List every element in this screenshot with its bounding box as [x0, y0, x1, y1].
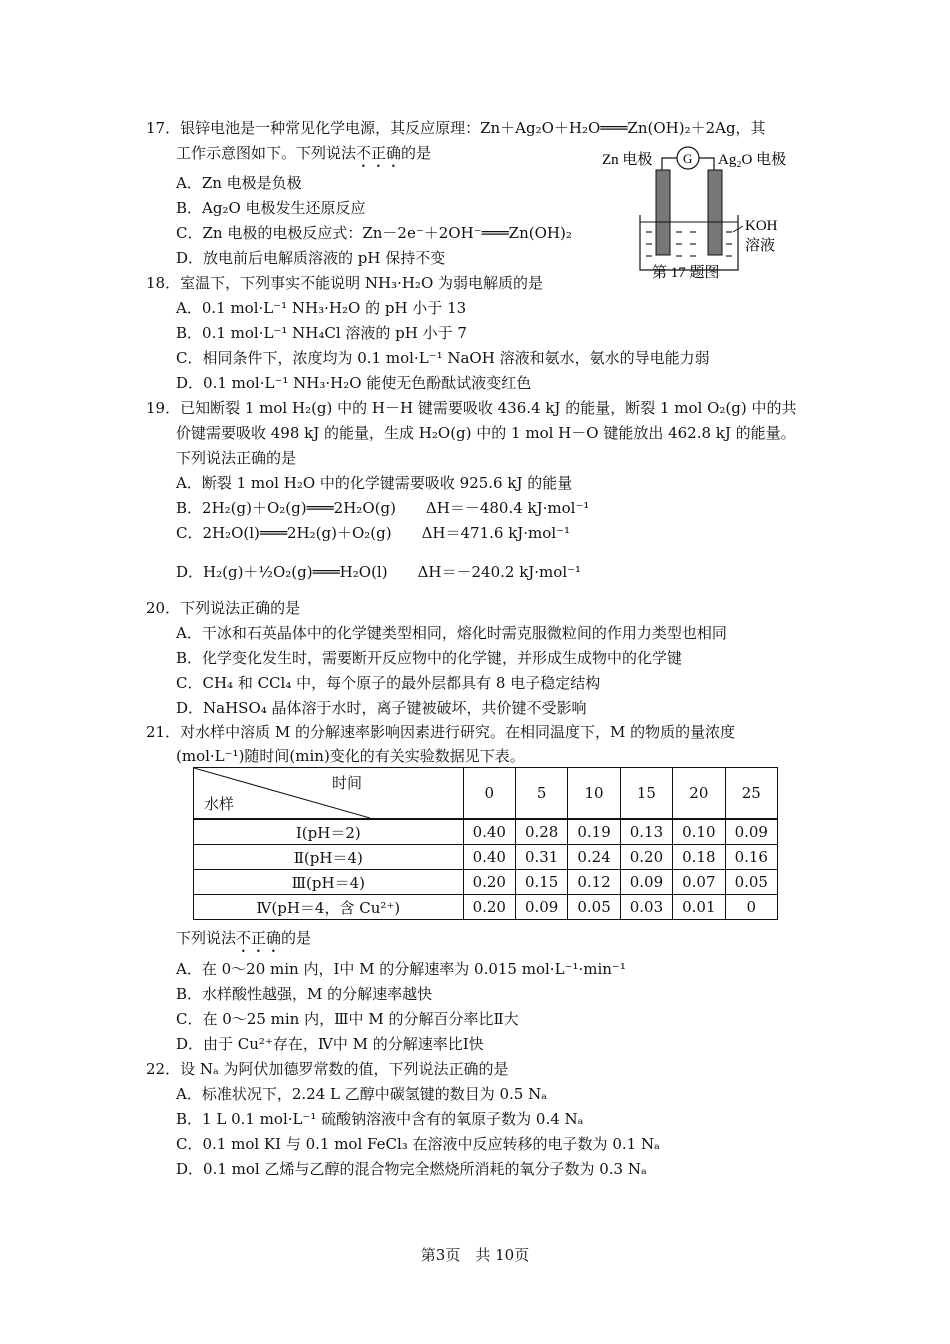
table-cell: 0.40 [463, 819, 515, 845]
q18-option-a: A．0.1 mol·L⁻¹ NH₃·H₂O 的 pH 小于 13 [176, 299, 467, 317]
table-cell: 0.16 [725, 845, 777, 870]
table-cell: 0.09 [725, 819, 777, 845]
q21-option-b: B．水样酸性越强，M 的分解速率越快 [176, 985, 433, 1003]
galvanometer-label: G [683, 151, 693, 166]
solution-label: 溶液 [745, 238, 776, 254]
q19-stem: 19．已知断裂 1 mol H₂(g) 中的 H－H 键需要吸收 436.4 kJ 的能量，断裂 1 mol O₂(g) 中的共 [146, 399, 797, 417]
table-cell: 0.05 [725, 870, 777, 895]
q17-option-d: D．放电前后电解质溶液的 pH 保持不变 [176, 249, 446, 267]
q21-stem: 21．对水样中溶质 M 的分解速率影响因素进行研究。在相同温度下，M 的物质的量浓度 [146, 723, 736, 741]
table-cell: 0.10 [673, 819, 725, 845]
q19-stem-line2: 价键需要吸收 498 kJ 的能量，生成 H₂O(g) 中的 1 mol H－O 键能放出 462.8 kJ 的能量。 [176, 424, 796, 442]
q17-stem: 17．银锌电池是一种常见化学电源，其反应原理：Zn＋Ag₂O＋H₂O═══Zn(OH)₂＋2Ag，其 [146, 119, 766, 137]
time-header: 10 [568, 768, 620, 820]
q20-stem: 20．下列说法正确的是 [146, 599, 301, 617]
table-cell: 0.20 [463, 870, 515, 895]
table-cell: 0.07 [673, 870, 725, 895]
corner-sample-label: 水样 [204, 795, 235, 813]
q20-option-d: D．NaHSO₄ 晶体溶于水时，离子键被破坏，共价键不受影响 [176, 699, 587, 717]
q18-option-c: C．相同条件下，浓度均为 0.1 mol·L⁻¹ NaOH 溶液和氨水，氨水的导电能力弱 [176, 349, 710, 367]
q22-stem: 22．设 Nₐ 为阿伏加德罗常数的值，下列说法正确的是 [146, 1060, 509, 1078]
q21-option-c: C．在 0～25 min 内，Ⅲ中 M 的分解百分率比Ⅱ大 [176, 1010, 519, 1028]
q17-option-c: C．Zn 电极的电极反应式：Zn－2e⁻＋2OH⁻═══Zn(OH)₂ [176, 224, 572, 242]
q19-option-d: D．H₂(g)＋½O₂(g)═══H₂O(l) ΔH＝－240.2 kJ·mol⁻¹ [176, 563, 582, 581]
table-cell: 0.05 [568, 895, 620, 920]
q20-option-c: C．CH₄ 和 CCl₄ 中，每个原子的最外层都具有 8 电子稳定结构 [176, 674, 601, 692]
q22-option-c: C．0.1 mol KI 与 0.1 mol FeCl₃ 在溶液中反应转移的电子数为 0.1 Nₐ [176, 1135, 660, 1153]
table-row [194, 845, 778, 870]
koh-label: KOH [745, 218, 778, 234]
emphasis-not-correct: 不正确 [356, 144, 402, 162]
ag2o-electrode-label: Ag₂O 电极 [718, 152, 787, 168]
table-cell: 0.40 [463, 845, 515, 870]
ag2o-electrode [708, 170, 722, 255]
beaker [640, 215, 738, 270]
time-header: 15 [620, 768, 672, 820]
table-cell: 0.31 [515, 845, 567, 870]
battery-diagram [600, 140, 810, 290]
row-label: Ⅱ(pH＝4) [194, 845, 464, 870]
q18-stem: 18．室温下，下列事实不能说明 NH₃·H₂O 为弱电解质的是 [146, 274, 544, 292]
q21-question-line: 下列说法不正确的是 [176, 929, 312, 947]
row-label: Ⅲ(pH＝4) [194, 870, 464, 895]
time-header: 5 [515, 768, 567, 820]
q19-option-b: B．2H₂(g)＋O₂(g)═══2H₂O(g) ΔH＝－480.4 kJ·mol⁻¹ [176, 499, 590, 517]
table-cell: 0.28 [515, 819, 567, 845]
row-label: Ⅳ(pH＝4，含 Cu²⁺) [194, 895, 464, 920]
zn-electrode-label: Zn 电极 [602, 152, 653, 168]
table-cell: 0.20 [620, 845, 672, 870]
q21-stem-line2: (mol·L⁻¹)随时间(min)变化的有关实验数据见下表。 [176, 747, 525, 765]
q18-option-d: D．0.1 mol·L⁻¹ NH₃·H₂O 能使无色酚酞试液变红色 [176, 374, 532, 392]
table-row [194, 870, 778, 895]
q17-stem-line2: 工作示意图如下。下列说法不正确的是 [176, 144, 432, 162]
q20-option-a: A．干冰和石英晶体中的化学键类型相同，熔化时需克服微粒间的作用力类型也相同 [176, 624, 727, 642]
page-footer: 第3页 共 10页 [420, 1246, 530, 1264]
q22-option-d: D．0.1 mol 乙烯与乙醇的混合物完全燃烧所消耗的氧分子数为 0.3 Nₐ [176, 1160, 647, 1178]
q19-stem-line3: 下列说法正确的是 [176, 449, 297, 467]
table-cell: 0 [725, 895, 777, 920]
emphasis-not-correct: 不正确 [236, 929, 282, 947]
q21-option-a: A．在 0～20 min 内，Ⅰ中 M 的分解速率为 0.015 mol·L⁻¹·min⁻¹ [176, 960, 626, 978]
table-cell: 0.19 [568, 819, 620, 845]
table-cell: 0.01 [673, 895, 725, 920]
q17-option-a: A．Zn 电极是负极 [176, 174, 302, 192]
table-row [194, 819, 778, 845]
q19-option-c: C．2H₂O(l)═══2H₂(g)＋O₂(g) ΔH＝471.6 kJ·mol⁻¹ [176, 524, 571, 542]
time-header: 20 [673, 768, 725, 820]
q22-option-a: A．标准状况下，2.24 L 乙醇中碳氢键的数目为 0.5 Nₐ [176, 1085, 548, 1103]
table-cell: 0.13 [620, 819, 672, 845]
q17-battery-figure [600, 140, 810, 290]
corner-time-label: 时间 [331, 774, 362, 792]
time-header: 25 [725, 768, 777, 820]
row-label: Ⅰ(pH＝2) [194, 819, 464, 845]
table-cell: 0.09 [515, 895, 567, 920]
table-cell: 0.03 [620, 895, 672, 920]
time-header: 0 [463, 768, 515, 820]
table-cell: 0.18 [673, 845, 725, 870]
figure-caption: 第 17 题图 [652, 265, 720, 281]
q21-option-d: D．由于 Cu²⁺存在，Ⅳ中 M 的分解速率比Ⅰ快 [176, 1035, 484, 1053]
table-cell: 0.09 [620, 870, 672, 895]
q18-option-b: B．0.1 mol·L⁻¹ NH₄Cl 溶液的 pH 小于 7 [176, 324, 467, 342]
q19-option-a: A．断裂 1 mol H₂O 中的化学键需要吸收 925.6 kJ 的能量 [176, 474, 573, 492]
table-cell: 0.24 [568, 845, 620, 870]
q22-option-b: B．1 L 0.1 mol·L⁻¹ 硫酸钠溶液中含有的氧原子数为 0.4 Nₐ [176, 1110, 584, 1128]
table-corner-cell [194, 768, 464, 820]
q21-data-table [193, 767, 778, 920]
table-cell: 0.20 [463, 895, 515, 920]
table-cell: 0.12 [568, 870, 620, 895]
q20-option-b: B．化学变化发生时，需要断开反应物中的化学键，并形成生成物中的化学键 [176, 649, 683, 667]
table-row [194, 895, 778, 920]
table-cell: 0.15 [515, 870, 567, 895]
zn-electrode [656, 170, 670, 255]
q17-option-b: B．Ag₂O 电极发生还原反应 [176, 199, 366, 217]
table-header-row [194, 768, 778, 820]
